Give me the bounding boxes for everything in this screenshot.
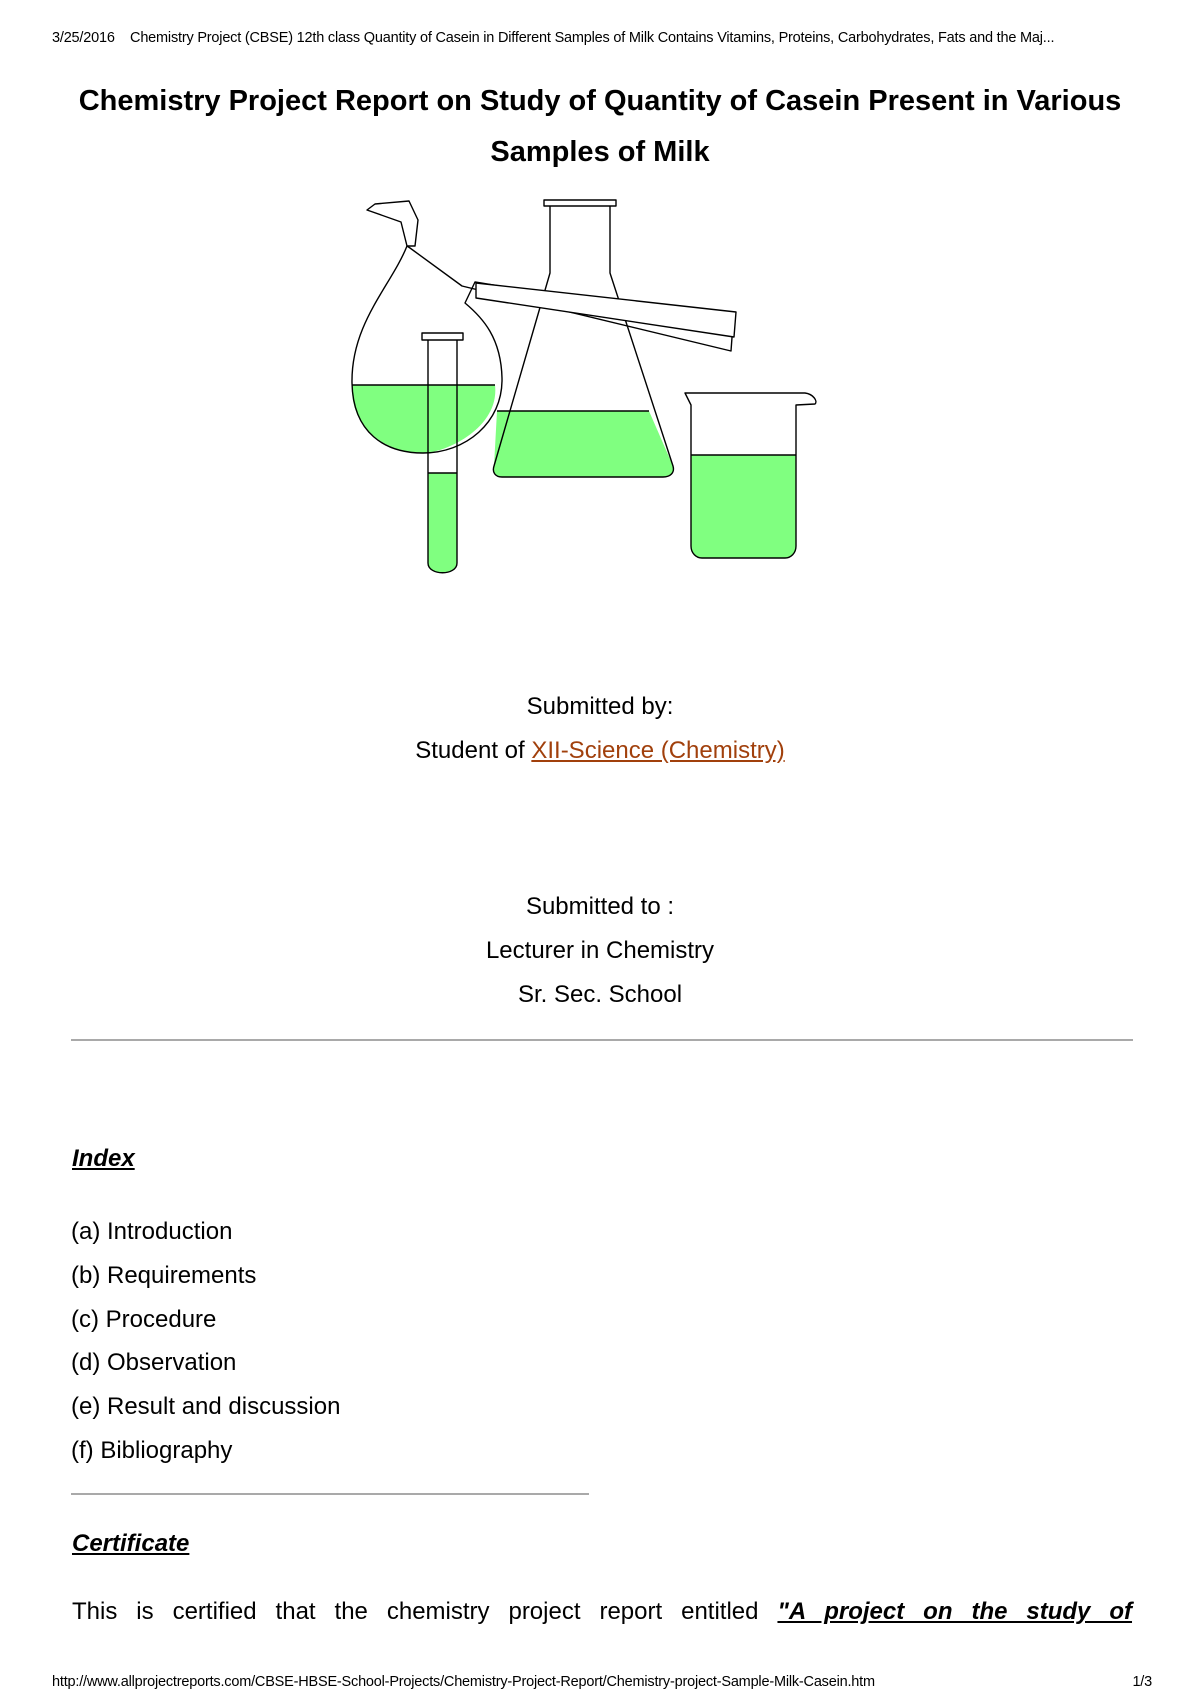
test-tube-liquid [428,473,457,573]
print-footer [52,1674,1152,1690]
index-divider [71,1493,589,1495]
certificate-text-prefix: This is certified that the chemistry project report entitled [72,1598,759,1625]
certificate-project-title: "A project on the study of [777,1598,1133,1625]
beaker-liquid [691,455,796,558]
submitted-by-block [0,685,1200,773]
index-item-bibliography: (f) Bibliography [71,1436,233,1464]
round-flask-neck [367,201,418,246]
class-link[interactable]: XII-Science (Chemistry) [531,737,785,764]
submitted-to-block [0,885,1200,1017]
report-title-line-2: Samples of Milk [490,136,710,168]
submitted-by-label: Submitted by: [526,693,674,720]
index-item-observation: (d) Observation [71,1349,237,1377]
delivery-tube-icon [476,283,736,337]
conical-flask-liquid [493,411,673,477]
submitted-to-recipient: Lecturer in Chemistry [485,937,715,964]
index-heading: Index [72,1145,135,1172]
section-divider [71,1039,1133,1041]
submitted-to-school: Sr. Sec. School [517,981,683,1008]
report-title-line-1: Chemistry Project Report on Study of Quantity of Casein Present in Various [78,85,1122,117]
print-url: http://www.allprojectreports.com/CBSE-HBSE-School-Projects/Chemistry-Project-Report/Chemistry-project-Sample-Milk-Casein.htm [52,1674,875,1690]
index-item-procedure: (c) Procedure [71,1305,217,1333]
index-item-introduction: (a) Introduction [71,1218,233,1245]
print-date: 3/25/2016 [52,30,115,46]
certificate-heading: Certificate [72,1530,190,1557]
index-list [71,1210,340,1473]
conical-flask-rim [544,200,616,206]
lab-glassware-illustration [345,198,865,583]
submitted-by-prefix: Student of [415,737,525,764]
index-item-requirements: (b) Requirements [71,1261,257,1289]
report-title [60,76,1140,178]
index-item-result: (e) Result and discussion [71,1393,341,1421]
submitted-to-label: Submitted to : [525,893,675,920]
submitted-by-line [0,729,1200,773]
print-page-number: 1/3 [1132,1674,1152,1690]
print-header [52,30,1162,46]
round-flask-liquid [352,385,495,453]
certificate-text [72,1594,1132,1630]
test-tube-rim [422,333,463,340]
print-page-title: Chemistry Project (CBSE) 12th class Quantity of Casein in Different Samples of Milk Contains Vitamins, Proteins, Carbohydrates, Fats and the Maj... [130,30,1055,46]
